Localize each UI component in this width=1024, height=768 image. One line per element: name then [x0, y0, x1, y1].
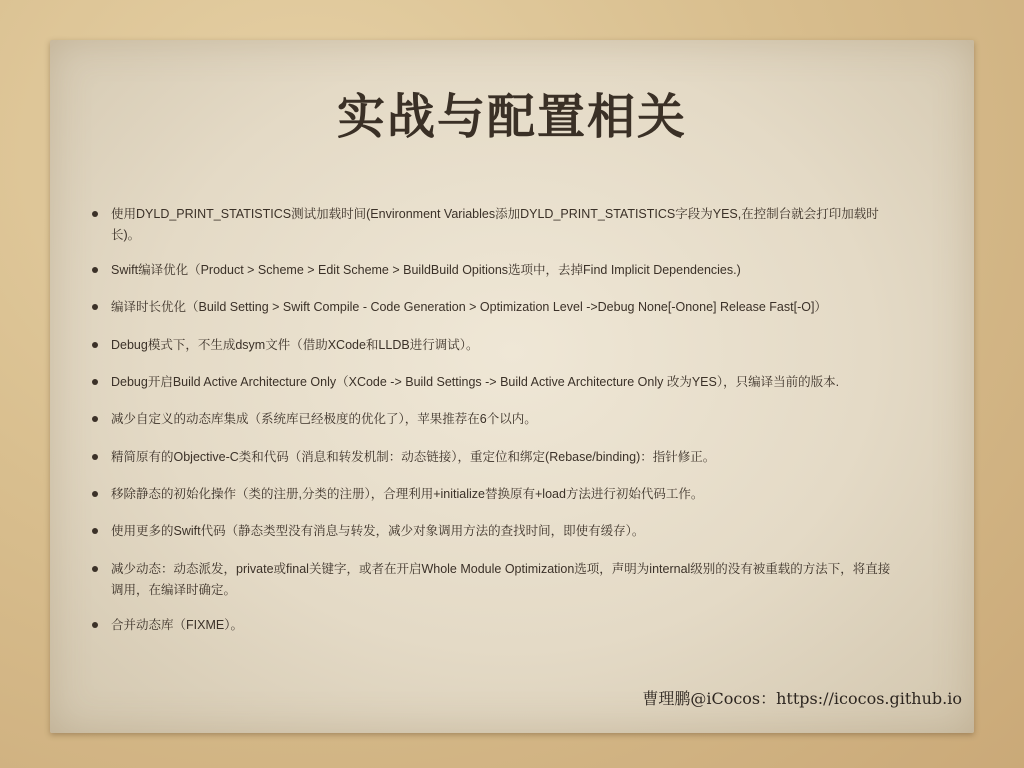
bullet-text: 使用更多的Swift代码（静态类型没有消息与转发，减少对象调用方法的查找时间，即使有缓存）。 [111, 524, 645, 538]
bullet-dot-icon [92, 379, 98, 385]
bullet-text: Debug模式下，不生成dsym文件（借助XCode和LLDB进行调试）。 [111, 338, 479, 352]
bullet-dot-icon [92, 528, 98, 534]
bullet-dot-icon [92, 566, 98, 572]
bullet-dot-icon [92, 267, 98, 273]
bullet-text: 减少自定义的动态库集成（系统库已经极度的优化了），苹果推荐在6个以内。 [111, 412, 537, 426]
bullet-dot-icon [92, 416, 98, 422]
bullet-text: 精简原有的Objective-C类和代码（消息和转发机制：动态链接），重定位和绑定(Rebase/binding)：指针修正。 [111, 450, 716, 464]
slide-title: 实战与配置相关 [336, 89, 687, 145]
slide-footer: 曹理鹏@iCocos：https://icocos.github.io [642, 689, 962, 708]
bullet-dot-icon [92, 622, 98, 628]
bullet-text: Debug开启Build Active Architecture Only（XCode -> Build Settings -> Build Active Architecture Only 改为YES），只编译当前的版本. [111, 375, 840, 389]
bullet-text: 减少动态：动态派发，private或final关键字，或者在开启Whole Module Optimization选项，声明为internal级别的没有被重载的方法下，将直接调用，在编译时确定。 [111, 562, 891, 597]
bullet-dot-icon [92, 211, 98, 217]
bullet-text: 移除静态的初始化操作（类的注册,分类的注册），合理利用+initialize替换原有+load方法进行初始代码工作。 [111, 487, 704, 501]
bullet-text: Swift编译优化（Product > Scheme > Edit Scheme > BuildBuild Opitions选项中，去掉Find Implicit Dependencies.) [111, 263, 741, 277]
bullet-text: 合并动态库（FIXME）。 [111, 618, 243, 632]
bullet-text: 使用DYLD_PRINT_STATISTICS测试加载时间(Environment Variables添加DYLD_PRINT_STATISTICS字段为YES,在控制台就会打印加载时长)。 [111, 207, 879, 242]
bullet-dot-icon [92, 342, 98, 348]
bullet-dot-icon [92, 491, 98, 497]
bullet-dot-icon [92, 454, 98, 460]
bullet-text: 编译时长优化（Build Setting > Swift Compile - Code Generation > Optimization Level ->Debug None[-Onone] Release Fast[-O]） [111, 300, 827, 314]
bullet-dot-icon [92, 304, 98, 310]
